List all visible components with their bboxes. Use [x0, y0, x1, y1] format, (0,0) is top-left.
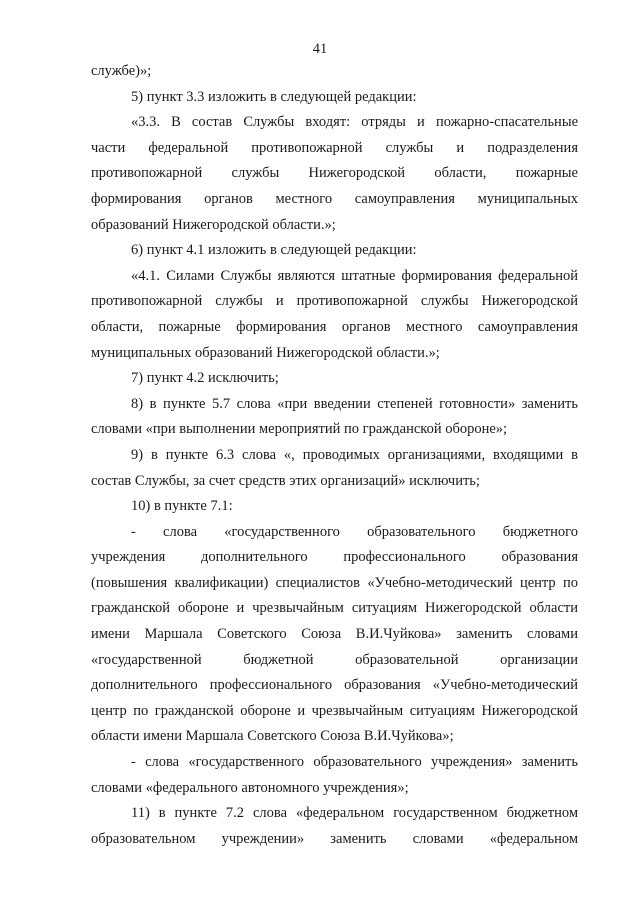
paragraph-item-11 [91, 801, 578, 852]
paragraph-item-8 [91, 392, 578, 443]
text-line: противопожарной службы Нижегородской области, пожарные [91, 165, 578, 182]
paragraph-item-9 [91, 443, 578, 494]
text-line: 11) в пункте 7.2 слова «федеральном государственном бюджетном [131, 805, 578, 822]
paragraph-continuation [91, 59, 578, 85]
text-line: дополнительного профессионального образования «Учебно-методический [91, 677, 578, 694]
text-line: области, пожарные формирования органов местного самоуправления [91, 318, 578, 335]
paragraph-item-5 [91, 85, 578, 111]
text-line: словами «федерального автономного учреждения»; [91, 779, 409, 796]
paragraph-item-7 [91, 366, 578, 392]
text-line: (повышения квалификации) специалистов «Учебно-методический центр по [91, 574, 578, 591]
paragraph-item-10-dash-1 [91, 520, 578, 750]
text-line: «государственной бюджетной образовательной организации [91, 651, 578, 668]
text-line: 8) в пункте 5.7 слова «при введении степеней готовности» заменить [131, 395, 578, 412]
text-line: службе)»; [91, 63, 152, 79]
paragraph-item-10-dash-2 [91, 750, 578, 801]
text-line: части федеральной противопожарной службы и подразделения [91, 139, 578, 156]
text-line: формирования органов местного самоуправления муниципальных [91, 190, 578, 207]
paragraph-item-10 [91, 494, 578, 520]
paragraph-quote-3-3 [91, 110, 578, 238]
text-line: учреждения дополнительного профессионального образования [91, 549, 578, 566]
text-line: образований Нижегородской области.»; [91, 216, 336, 233]
text-line: «3.3. В состав Службы входят: отряды и пожарно-спасательные [131, 114, 578, 131]
text-line: 6) пункт 4.1 изложить в следующей редакции: [131, 242, 417, 259]
text-line: 7) пункт 4.2 исключить; [131, 370, 279, 387]
text-line: словами «при выполнении мероприятий по гражданской обороне»; [91, 421, 508, 438]
text-line: 9) в пункте 6.3 слова «, проводимых организациями, входящими в [131, 446, 578, 463]
paragraph-item-6 [91, 238, 578, 264]
text-line: «4.1. Силами Службы являются штатные формирования федеральной [131, 267, 578, 284]
text-line: состав Службы, за счет средств этих организаций» исключить; [91, 472, 480, 489]
text-line: 5) пункт 3.3 изложить в следующей редакции: [131, 88, 417, 105]
text-line: области имени Маршала Советского Союза В.И.Чуйкова»; [91, 728, 454, 745]
paragraph-quote-4-1 [91, 264, 578, 366]
text-line: образовательном учреждении» заменить словами «федеральном [91, 830, 578, 847]
text-line: гражданской обороне и чрезвычайным ситуациям Нижегородской области [91, 600, 578, 617]
text-line: центр по гражданской обороне и чрезвычайным ситуациям Нижегородской [91, 702, 578, 719]
text-line: имени Маршала Советского Союза В.И.Чуйкова» заменить словами [91, 626, 578, 643]
text-line: муниципальных образований Нижегородской области.»; [91, 344, 440, 361]
text-line: противопожарной службы и противопожарной службы Нижегородской [91, 293, 578, 310]
document-body [91, 59, 578, 852]
text-line: 10) в пункте 7.1: [131, 498, 233, 515]
page-number: 41 [312, 41, 328, 57]
text-line: - слова «государственного образовательного бюджетного [131, 523, 578, 540]
text-line: - слова «государственного образовательного учреждения» заменить [131, 754, 578, 771]
